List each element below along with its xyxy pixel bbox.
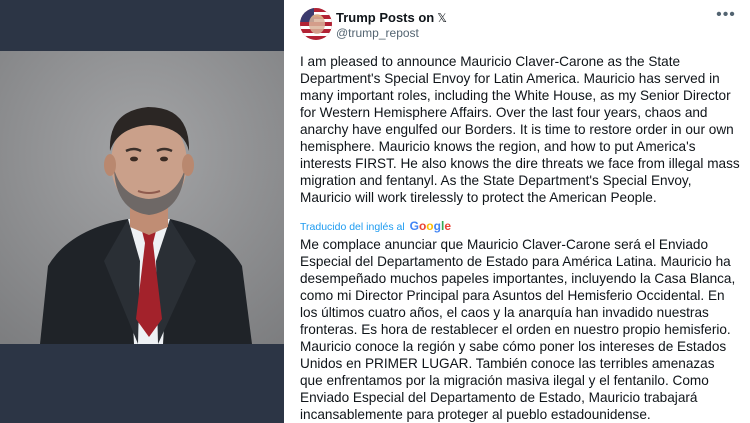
translation-label: Traducido del inglés al (300, 221, 405, 233)
portrait-photo (0, 51, 284, 344)
left-panel (0, 0, 284, 423)
avatar[interactable] (300, 8, 332, 40)
author-name[interactable] (336, 10, 447, 25)
portrait-illustration (0, 51, 284, 344)
translation-attribution[interactable] (300, 219, 451, 233)
author-name-text: Trump Posts on (336, 10, 435, 25)
tweet-card (284, 0, 750, 423)
more-options-button[interactable]: ••• (716, 6, 736, 23)
flag-portrait-avatar-icon (300, 8, 332, 40)
translated-tweet-text: Me complace anunciar que Mauricio Claver-Carone será el Enviado Especial del Departamento de Estado para América Latina. Mauricio ha desempeñado muchos papeles importantes, incluyendo la Casa Blanca, como mi Director Principal para Asuntos del Hemisferio Occidental. En los últimos cuatro años, el caos y la anarquía han invadido nuestras fronteras. Es hora de restablecer el orden en nuestro propio hemisferio. Mauricio conoce la región y sabe cómo poner los intereses de Estados Unidos en PRIMER LUGAR. También conoce las terribles amenazas que enfrentamos por la migración masiva ilegal y el fentanilo. Como Enviado Especial del Departamento de Estado, Mauricio trabajará incansablemente para proteger al pueblo estadounidense. (300, 237, 736, 422)
google-logo-icon: Google (409, 219, 451, 233)
tweet-text: I am pleased to announce Mauricio Claver-Carone as the State Department's Special Envoy for Latin America. Mauricio has served in many important roles, including the White House, as my Senior Director for Western Hemisphere Affairs. Over the last four years, chaos and anarchy have engulfed our Borders. It is time to restore order in our own hemisphere. Mauricio knows the region, and how to put America's interests FIRST. He also knows the dire threats we face from illegal mass migration and fentanyl. As the State Department's Special Envoy, Mauricio will work tirelessly to protect the American People. (300, 54, 740, 205)
author-handle[interactable]: @trump_repost (336, 26, 419, 40)
x-logo-icon: 𝕏 (437, 11, 447, 25)
